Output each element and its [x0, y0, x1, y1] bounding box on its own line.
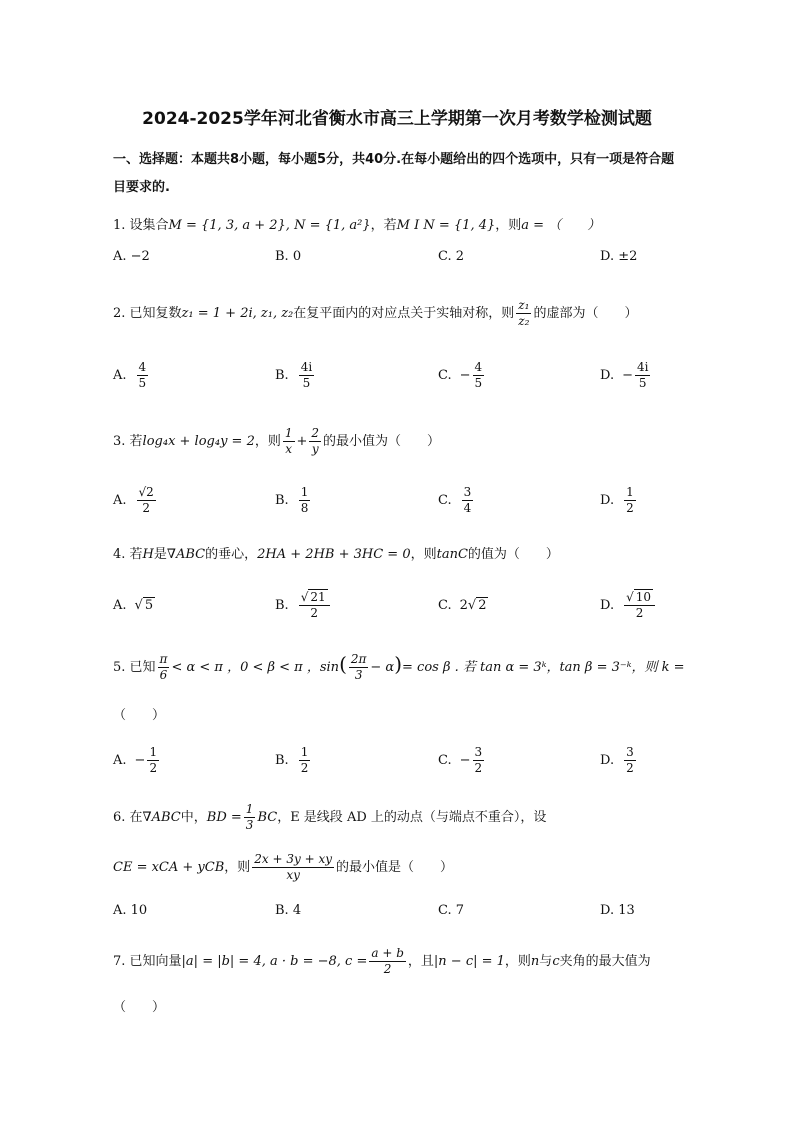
q3-num-a: √2 — [138, 484, 154, 499]
q3-frac-2 — [309, 426, 321, 457]
q2-label-a: A. — [113, 367, 127, 383]
q2-option-d[interactable] — [600, 355, 652, 395]
q5-option-c[interactable] — [438, 740, 486, 780]
q4-option-b[interactable] — [275, 585, 332, 625]
q5-cond3: = cos β . 若 tan α = 3ᵏ，tan β = 3⁻ᵏ，则 k = — [402, 660, 685, 675]
q3-frac-a — [137, 485, 156, 516]
q7-frac — [369, 946, 406, 977]
question-7 — [113, 946, 693, 977]
q7-c: c — [552, 954, 560, 969]
q2-option-a[interactable] — [113, 355, 150, 395]
q1-option-b[interactable]: B. 0 — [275, 248, 302, 264]
q5-num-c: 3 — [474, 744, 483, 759]
q2-den-d: 5 — [638, 375, 647, 390]
q3-plus: + — [296, 434, 308, 449]
q4-c-coef: 2 — [459, 597, 468, 613]
q2-frac-b — [299, 360, 314, 391]
q5-sign-c: − — [459, 752, 471, 768]
q6-text: 6. 在 — [113, 810, 143, 825]
q4-a-val: 5 — [144, 598, 154, 613]
q2-text-c: 的虚部为（ ） — [533, 306, 638, 321]
q4-expr: 2HA + 2HB + 3HC = 0 — [257, 547, 411, 562]
q4-text-e: 的值为（ ） — [467, 547, 559, 562]
q3-den-c: 4 — [463, 500, 472, 515]
q2-frac-num: z₁ — [518, 298, 530, 312]
q3-frac-1 — [283, 426, 295, 457]
q5-option-d[interactable] — [600, 740, 638, 780]
q3-num-c: 3 — [463, 484, 472, 499]
q2-den-b: 5 — [302, 375, 311, 390]
q7-text-c: ，则 — [504, 954, 531, 969]
q6-options — [113, 890, 713, 930]
q5-num-b: 1 — [300, 744, 309, 759]
q4-text: 4. 若 — [113, 547, 143, 562]
q7-text-d: 与 — [539, 954, 553, 969]
q3-den-d: 2 — [626, 500, 634, 515]
q5-label-c: C. — [438, 752, 452, 768]
q5-sign-a: − — [134, 752, 146, 768]
q2-label-b: B. — [275, 367, 289, 383]
q7-expr: |a| = |b| = 4, a · b = −8, c = — [181, 954, 368, 969]
q5-f-den: 6 — [159, 668, 168, 682]
q3-f1-den: x — [285, 442, 293, 456]
q4-b-den: 2 — [310, 605, 318, 620]
question-1 — [113, 214, 693, 233]
q4-frac-b: $\frac{√ 21}{2}$ — [299, 590, 330, 621]
q4-label-b: B. — [275, 597, 289, 613]
q1-option-d[interactable]: D. ±2 — [600, 248, 638, 264]
q5-den-d: 2 — [626, 760, 634, 775]
q1-sets: M = {1, 3, a + 2}, N = {1, a²} — [168, 218, 371, 233]
question-2 — [113, 298, 693, 329]
q3-text-b: ，则 — [254, 434, 281, 449]
q2-options — [113, 355, 713, 395]
q4-option-c[interactable]: C. 2 √ 2 — [438, 597, 487, 613]
q1-option-c[interactable]: C. 2 — [438, 248, 465, 264]
q6-option-c[interactable]: C. 7 — [438, 902, 465, 918]
q3-den-a: 2 — [142, 500, 150, 515]
q5-cond2: − α — [370, 660, 395, 675]
section-instructions: 一、选择题：本题共8小题，每小题5分，共40分.在每小题给出的四个选项中，只有一项是符合题目要求的. — [113, 152, 675, 195]
q1-text-b: ，若 — [370, 218, 397, 233]
q4-option-d[interactable] — [600, 585, 657, 625]
q2-sign-d: − — [622, 367, 633, 383]
q2-text-b: 在复平面内的对应点关于实轴对称，则 — [293, 306, 515, 321]
q3-expr: log₄x + log₄y = 2 — [142, 434, 255, 449]
q6-frac — [244, 802, 256, 833]
q3-label-c: C. — [438, 492, 452, 508]
q2-frac-d — [635, 360, 650, 391]
q4-option-a[interactable]: A. √ 5 — [113, 597, 154, 613]
q7-n: n — [530, 954, 540, 969]
q2-label-c: C. — [438, 367, 452, 383]
q4-d-den: 2 — [635, 605, 644, 620]
q3-f1-num: 1 — [284, 426, 293, 440]
q5-in-den: 3 — [354, 668, 363, 682]
q6-goal-frac — [252, 852, 334, 883]
q6-expr: CE = xCA + yCB — [113, 860, 225, 875]
q4-label-c: C. — [438, 597, 452, 613]
q4-tanc: tanC — [436, 547, 468, 562]
q5-f-num: π — [159, 652, 168, 666]
q5-ask: （ ） — [113, 708, 166, 723]
q3-label-d: D. — [600, 492, 615, 508]
q3-option-c[interactable] — [438, 480, 475, 520]
q3-options — [113, 480, 713, 520]
q1-options — [113, 236, 713, 276]
q2-num-c: 4 — [474, 359, 483, 374]
q2-frac-den: z₂ — [518, 314, 530, 328]
q6-option-d[interactable]: D. 13 — [600, 902, 635, 918]
q7-f-num: a + b — [371, 946, 404, 960]
q6-text-c: ，E 是线段 AD 上的动点（与端点不重合），设 — [277, 810, 547, 825]
q6-bd: BD = — [206, 810, 242, 825]
q2-fraction — [516, 298, 531, 329]
q3-frac-c — [462, 485, 474, 516]
q6-g-num: 2x + 3y + xy — [254, 852, 333, 866]
q5-frac-c — [473, 745, 485, 776]
q6-text-e: 的最小值是（ ） — [336, 860, 454, 875]
q5-text: 5. 已知 — [113, 660, 156, 675]
q6-text-b: 中， — [180, 810, 207, 825]
q6-option-a[interactable]: A. 10 — [113, 902, 148, 918]
q5-den-a: 2 — [149, 760, 158, 775]
q4-text-b: 是 — [153, 547, 167, 562]
q5-num-a: 1 — [149, 744, 158, 759]
q3-f2-num: 2 — [311, 426, 320, 440]
q5-option-a[interactable] — [113, 740, 161, 780]
q6-f-den: 3 — [245, 818, 254, 832]
q7-cond: |n − c| = 1 — [433, 954, 505, 969]
q3-label-b: B. — [275, 492, 289, 508]
q4-triangle: ∇ABC — [166, 547, 206, 562]
q5-in-num: 2π — [350, 652, 367, 666]
q4-frac-d: $\frac{√ 10}{2}$ — [624, 590, 655, 621]
q7-text-e: 夹角的最大值为 — [559, 954, 651, 969]
q4-c-val: 2 — [478, 598, 487, 613]
q1-condition: M I N = {1, 4} — [396, 218, 496, 233]
q3-option-a[interactable] — [113, 480, 158, 520]
q5-label-d: D. — [600, 752, 615, 768]
q2-num-d: 4i — [637, 359, 649, 374]
q1-text: 1. 设集合 — [113, 218, 169, 233]
q7-ask: （ ） — [113, 1000, 166, 1015]
q2-num-a: 4 — [138, 359, 147, 374]
question-5: 5. 已知 $\frac{\pi}{6}$ < α < π ，0 < β < π ，sin( $\frac{2\pi}{3}$ − α)= cos β . 若 tan α = 3ᵏ，tan β = 3⁻ᵏ，则 k = — [113, 652, 685, 682]
q6-g-den: xy — [286, 868, 300, 882]
q2-option-c[interactable] — [438, 355, 486, 395]
q2-label-d: D. — [600, 367, 615, 383]
q6-triangle: ∇ABC — [142, 810, 181, 825]
q3-f2-den: y — [311, 442, 319, 456]
q1-ask: a = （ ） — [521, 218, 601, 233]
question-3 — [113, 426, 693, 457]
q1-text-c: ，则 — [495, 218, 522, 233]
q5-frac-a — [147, 745, 159, 776]
q2-num-b: 4i — [300, 359, 313, 374]
q2-text: 2. 已知复数 — [113, 306, 182, 321]
q6-f-num: 1 — [245, 802, 254, 816]
q2-expr: z₁ = 1 + 2i, z₁, z₂ — [181, 306, 294, 321]
q3-option-d[interactable] — [600, 480, 638, 520]
q3-num-b: 1 — [300, 484, 309, 499]
q5-label-b: B. — [275, 752, 289, 768]
question-6 — [113, 802, 693, 833]
q5-options — [113, 740, 713, 780]
q2-den-c: 5 — [474, 375, 483, 390]
q4-d-num: 10 — [635, 589, 652, 604]
q2-option-b[interactable] — [275, 355, 316, 395]
q7-text: 7. 已知向量 — [113, 954, 182, 969]
q2-sign-c: − — [459, 367, 471, 383]
q5-num-d: 3 — [626, 744, 634, 759]
q7-f-den: 2 — [383, 962, 392, 976]
q3-den-b: 8 — [300, 500, 309, 515]
q5-frac-d — [624, 745, 636, 776]
q6-text-d: ，则 — [224, 860, 251, 875]
q5-label-a: A. — [113, 752, 127, 768]
q4-h: H — [142, 547, 154, 562]
q4-b-num: 21 — [310, 589, 326, 604]
q3-label-a: A. — [113, 492, 127, 508]
q3-frac-b — [299, 485, 311, 516]
q5-den-c: 2 — [474, 760, 483, 775]
q5-inner-frac — [349, 652, 369, 683]
q3-option-b[interactable] — [275, 480, 312, 520]
q5-frac — [158, 652, 170, 683]
question-4 — [113, 543, 693, 562]
q2-frac-a — [137, 360, 149, 391]
q3-num-d: 1 — [626, 484, 634, 499]
q6-option-b[interactable]: B. 4 — [275, 902, 302, 918]
q4-text-c: 的垂心， — [205, 547, 258, 562]
page-title: 2024-2025学年河北省衡水市高三上学期第一次月考数学检测试题 — [142, 109, 652, 129]
q3-frac-d — [624, 485, 636, 516]
q1-option-a[interactable]: A. −2 — [113, 248, 150, 264]
q7-text-b: ，且 — [407, 954, 434, 969]
q4-label-a: A. — [113, 597, 127, 613]
q5-option-b[interactable] — [275, 740, 312, 780]
q2-frac-c — [473, 360, 485, 391]
q5-frac-b — [299, 745, 311, 776]
q4-options — [113, 585, 713, 625]
q4-text-d: ，则 — [410, 547, 437, 562]
q3-text: 3. 若 — [113, 434, 143, 449]
q4-label-d: D. — [600, 597, 615, 613]
q2-den-a: 5 — [138, 375, 147, 390]
q6-bc: BC — [257, 810, 278, 825]
q5-cond1: < α < π ，0 < β < π ，sin — [171, 660, 340, 675]
question-6-cont — [113, 852, 693, 883]
q5-den-b: 2 — [300, 760, 309, 775]
q3-text-c: 的最小值为（ ） — [323, 434, 441, 449]
